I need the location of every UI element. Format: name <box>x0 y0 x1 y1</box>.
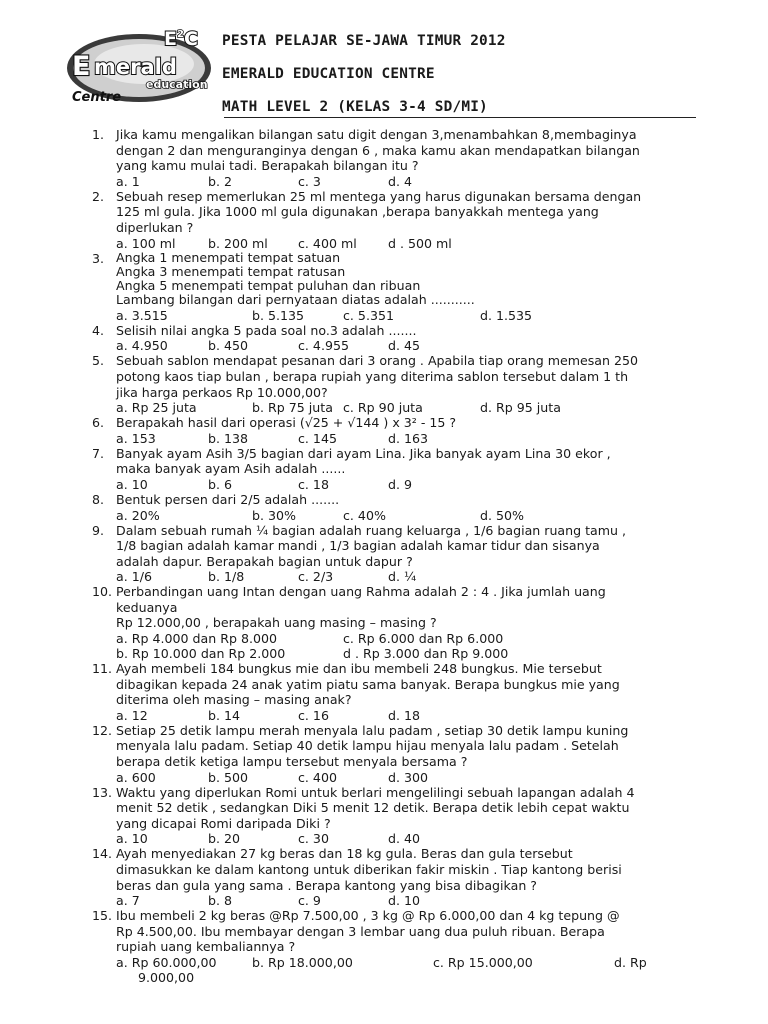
svg-text:C: C <box>184 28 198 50</box>
answer-option: b. 1/8 <box>208 569 245 585</box>
svg-text:Centre: Centre <box>72 90 122 105</box>
question-text: Lambang bilangan dari pernyataan diatas adalah ........... <box>116 292 475 308</box>
answer-option: a. 153 <box>116 430 156 446</box>
question-text: dibagikan kepada 24 anak yatim piatu sama banyak. Berapa bungkus mie yang <box>116 676 620 692</box>
answer-option: c. 400 ml <box>298 235 357 251</box>
answer-option: c. 4.955 <box>298 338 349 354</box>
question-item <box>92 723 702 785</box>
answer-option: c. 18 <box>298 476 329 492</box>
question-text: Selisih nilai angka 5 pada soal no.3 adalah ....... <box>116 322 417 338</box>
answer-option: b. 20 <box>208 831 241 847</box>
question-list <box>92 127 702 986</box>
answer-option: d . 500 ml <box>388 235 452 251</box>
exam-header <box>222 31 506 130</box>
options-row <box>116 431 702 446</box>
answer-option: c. 16 <box>298 707 329 723</box>
answer-option: d. ¼ <box>388 569 417 585</box>
answer-option: d. 45 <box>388 338 421 354</box>
question-text: Angka 3 menempati tempat ratusan <box>116 263 346 279</box>
question-text: keduanya <box>116 599 178 615</box>
options-row <box>116 477 702 492</box>
question-text: Rp 4.500,00. Ibu membayar dengan 3 lembar uang dua puluh ribuan. Berapa <box>116 923 605 939</box>
question-item <box>92 846 702 908</box>
answer-option: a. 10 <box>116 476 148 492</box>
header-divider <box>224 117 696 118</box>
question-text: Berapakah hasil dari operasi (√25 + √144 ) x 3² - 15 ? <box>116 415 457 431</box>
answer-option: a. 7 <box>116 893 140 909</box>
answer-option: d. 10 <box>388 893 421 909</box>
answer-option: d. 300 <box>388 769 429 785</box>
question-number: 8. <box>92 491 105 507</box>
answer-option: d. 4 <box>388 173 413 189</box>
question-text: berapa detik ketiga lampu tersebut menyala bersama ? <box>116 754 468 770</box>
question-item <box>92 189 702 251</box>
question-text: dimasukkan ke dalam kantong untuk diberikan fakir miskin . Tiap kantong berisi <box>116 862 622 877</box>
answer-option: a. 1 <box>116 173 140 189</box>
answer-option: c. 145 <box>298 430 337 446</box>
answer-option: b. Rp 18.000,00 <box>252 954 353 970</box>
answer-option: c. 9 <box>298 893 321 909</box>
question-text: menit 52 detik , sedangkan Diki 5 menit 12 detik. Berapa detik lebih cepat waktu <box>116 800 630 816</box>
answer-option: b. 6 <box>208 476 233 492</box>
options-row <box>116 831 702 846</box>
question-text: jika harga perkaos Rp 10.000,00? <box>116 384 328 400</box>
question-item <box>92 908 702 985</box>
svg-text:E: E <box>164 28 177 50</box>
answer-option: c. 30 <box>298 831 329 847</box>
question-item <box>92 127 702 189</box>
options-row <box>116 236 702 251</box>
question-text: Bentuk persen dari 2/5 adalah ....... <box>116 491 340 507</box>
question-number: 15. <box>92 908 113 924</box>
options-row <box>116 569 702 584</box>
level-title: MATH LEVEL 2 (KELAS 3-4 SD/MI) <box>222 99 488 115</box>
answer-option: b. 450 <box>208 338 249 354</box>
options-row <box>116 338 702 353</box>
question-item <box>92 446 702 492</box>
question-text: dengan 2 dan menguranginya dengan 6 , maka kamu akan mendapatkan bilangan <box>116 142 640 158</box>
answer-option: b. 14 <box>208 707 241 723</box>
question-text: Waktu yang diperlukan Romi untuk berlari mengelilingi sebuah lapangan adalah 4 <box>116 784 635 800</box>
emerald-logo <box>64 26 214 106</box>
question-item <box>92 661 702 723</box>
question-text: diterima oleh masing – masing anak? <box>116 692 352 708</box>
question-text: Ayah membeli 184 bungkus mie dan ibu membeli 248 bungkus. Mie tersebut <box>116 661 602 677</box>
question-item <box>92 492 702 523</box>
answer-option: a. 100 ml <box>116 235 176 251</box>
options-row <box>116 893 702 908</box>
answer-option: b. 138 <box>208 430 249 446</box>
question-text: yang dicapai Romi daripada Diki ? <box>116 815 331 831</box>
answer-option: c. Rp 6.000 dan Rp 6.000 <box>343 631 504 647</box>
options-row <box>116 646 702 661</box>
svg-text:merald: merald <box>94 55 177 79</box>
question-number: 9. <box>92 522 105 538</box>
question-text: yang kamu mulai tadi. Berapakah bilangan itu ? <box>116 158 419 174</box>
question-item <box>92 523 702 585</box>
answer-option: a. 600 <box>116 769 156 785</box>
question-item <box>92 353 702 415</box>
answer-option: b. 2 <box>208 173 233 189</box>
question-text: Ibu membeli 2 kg beras @Rp 7.500,00 , 3 kg @ Rp 6.000,00 dan 4 kg tepung @ <box>116 908 620 924</box>
answer-option: a. Rp 25 juta <box>116 400 197 416</box>
question-text: Angka 1 menempati tempat satuan <box>116 249 341 265</box>
question-item <box>92 785 702 847</box>
answer-option: d. 40 <box>388 831 421 847</box>
question-text: maka banyak ayam Asih adalah ...... <box>116 461 346 477</box>
answer-option: d. 9 <box>388 476 413 492</box>
question-text: Jika kamu mengalikan bilangan satu digit dengan 3,menambahkan 8,membaginya <box>116 127 637 142</box>
answer-option: c. 40% <box>343 507 386 523</box>
svg-text:2: 2 <box>177 29 184 40</box>
question-item <box>92 415 702 446</box>
question-text: Rp 12.000,00 , berapakah uang masing – masing ? <box>116 615 437 631</box>
question-number: 12. <box>92 722 113 738</box>
answer-option: a. 12 <box>116 707 148 723</box>
answer-option: a. Rp 60.000,00 <box>116 954 217 970</box>
question-number: 14. <box>92 846 113 862</box>
options-row <box>116 770 702 785</box>
answer-option: c. 2/3 <box>298 569 334 585</box>
question-text: diperlukan ? <box>116 219 194 235</box>
question-number: 7. <box>92 445 105 461</box>
options-row <box>116 400 702 415</box>
answer-option: a. 10 <box>116 831 148 847</box>
answer-option: c. 5.351 <box>343 307 394 323</box>
answer-option: b. 500 <box>208 769 249 785</box>
question-number: 2. <box>92 188 105 204</box>
question-text: rupiah uang kembaliannya ? <box>116 939 296 955</box>
answer-option: d. 163 <box>388 430 429 446</box>
options-row <box>116 174 702 189</box>
answer-option: d . Rp 3.000 dan Rp 9.000 <box>343 646 509 662</box>
options-row <box>116 955 702 970</box>
options-row <box>116 631 702 646</box>
question-item <box>92 323 702 354</box>
question-number: 13. <box>92 784 113 800</box>
answer-option: b. 30% <box>252 507 296 523</box>
answer-option: a. 1/6 <box>116 569 152 585</box>
answer-option: d. Rp 95 juta <box>480 400 561 416</box>
question-text: Perbandingan uang Intan dengan uang Rahma adalah 2 : 4 . Jika jumlah uang <box>116 584 606 600</box>
options-row <box>116 508 702 523</box>
answer-option: b. 8 <box>208 893 233 909</box>
answer-option: b. Rp 10.000 dan Rp 2.000 <box>116 646 286 662</box>
organizer-name: EMERALD EDUCATION CENTRE <box>222 66 435 82</box>
answer-option: d. Rp <box>614 954 647 970</box>
answer-option: d. 18 <box>388 707 421 723</box>
event-title: PESTA PELAJAR SE-JAWA TIMUR 2012 <box>222 33 506 49</box>
question-text: 125 ml gula. Jika 1000 ml gula digunakan ,berapa banyakkah mentega yang <box>116 204 599 220</box>
answer-option: a. Rp 4.000 dan Rp 8.000 <box>116 631 278 647</box>
question-text: 1/8 bagian adalah kamar mandi , 1/3 bagian adalah kamar tidur dan sisanya <box>116 538 600 554</box>
question-number: 5. <box>92 353 105 369</box>
svg-text:E: E <box>72 51 91 82</box>
question-text: Angka 5 menempati tempat puluhan dan ribuan <box>116 278 421 294</box>
question-text: Ayah menyediakan 27 kg beras dan 18 kg gula. Beras dan gula tersebut <box>116 846 573 862</box>
answer-option: c. 400 <box>298 769 337 785</box>
answer-option: b. Rp 75 juta <box>252 400 333 416</box>
answer-option: d. 50% <box>480 507 524 523</box>
question-text: Dalam sebuah rumah ¼ bagian adalah ruang keluarga , 1/6 bagian ruang tamu , <box>116 522 627 538</box>
answer-option: a. 4.950 <box>116 338 168 354</box>
question-text: potong kaos tiap bulan , berapa rupiah yang diterima sablon tersebut dalam 1 th <box>116 368 629 384</box>
question-item <box>92 251 702 323</box>
answer-option: c. Rp 15.000,00 <box>433 954 533 970</box>
answer-option: d. 1.535 <box>480 307 533 323</box>
question-number: 6. <box>92 415 105 431</box>
options-row <box>116 308 702 323</box>
answer-option: c. 3 <box>298 173 321 189</box>
answer-option: a. 20% <box>116 507 160 523</box>
question-text: Sebuah resep memerlukan 25 ml mentega yang harus digunakan bersama dengan <box>116 188 642 204</box>
answer-option: a. 3.515 <box>116 307 168 323</box>
question-number: 11. <box>92 661 113 677</box>
answer-option: c. Rp 90 juta <box>343 400 423 416</box>
question-text: beras dan gula yang sama . Berapa kantong yang bisa dibagikan ? <box>116 877 537 893</box>
question-number: 10. <box>92 584 113 600</box>
answer-option: b. 200 ml <box>208 235 268 251</box>
answer-option: b. 5.135 <box>252 307 305 323</box>
question-item <box>92 584 702 661</box>
question-number: 3. <box>92 250 105 266</box>
question-text: Setiap 25 detik lampu merah menyala lalu padam , setiap 30 detik lampu kuning <box>116 722 629 738</box>
question-text: Sebuah sablon mendapat pesanan dari 3 orang . Apabila tiap orang memesan 250 <box>116 353 639 369</box>
svg-text:education: education <box>146 78 208 91</box>
answer-option-continued: 9.000,00 <box>138 969 195 985</box>
question-text: menyala lalu padam. Setiap 40 detik lampu hijau menyala lalu padam . Setelah <box>116 738 619 754</box>
question-number: 4. <box>92 322 105 338</box>
question-text: adalah dapur. Berapakah bagian untuk dapur ? <box>116 553 413 569</box>
question-text: Banyak ayam Asih 3/5 bagian dari ayam Lina. Jika banyak ayam Lina 30 ekor , <box>116 445 611 461</box>
options-row <box>116 708 702 723</box>
question-number: 1. <box>92 127 105 142</box>
